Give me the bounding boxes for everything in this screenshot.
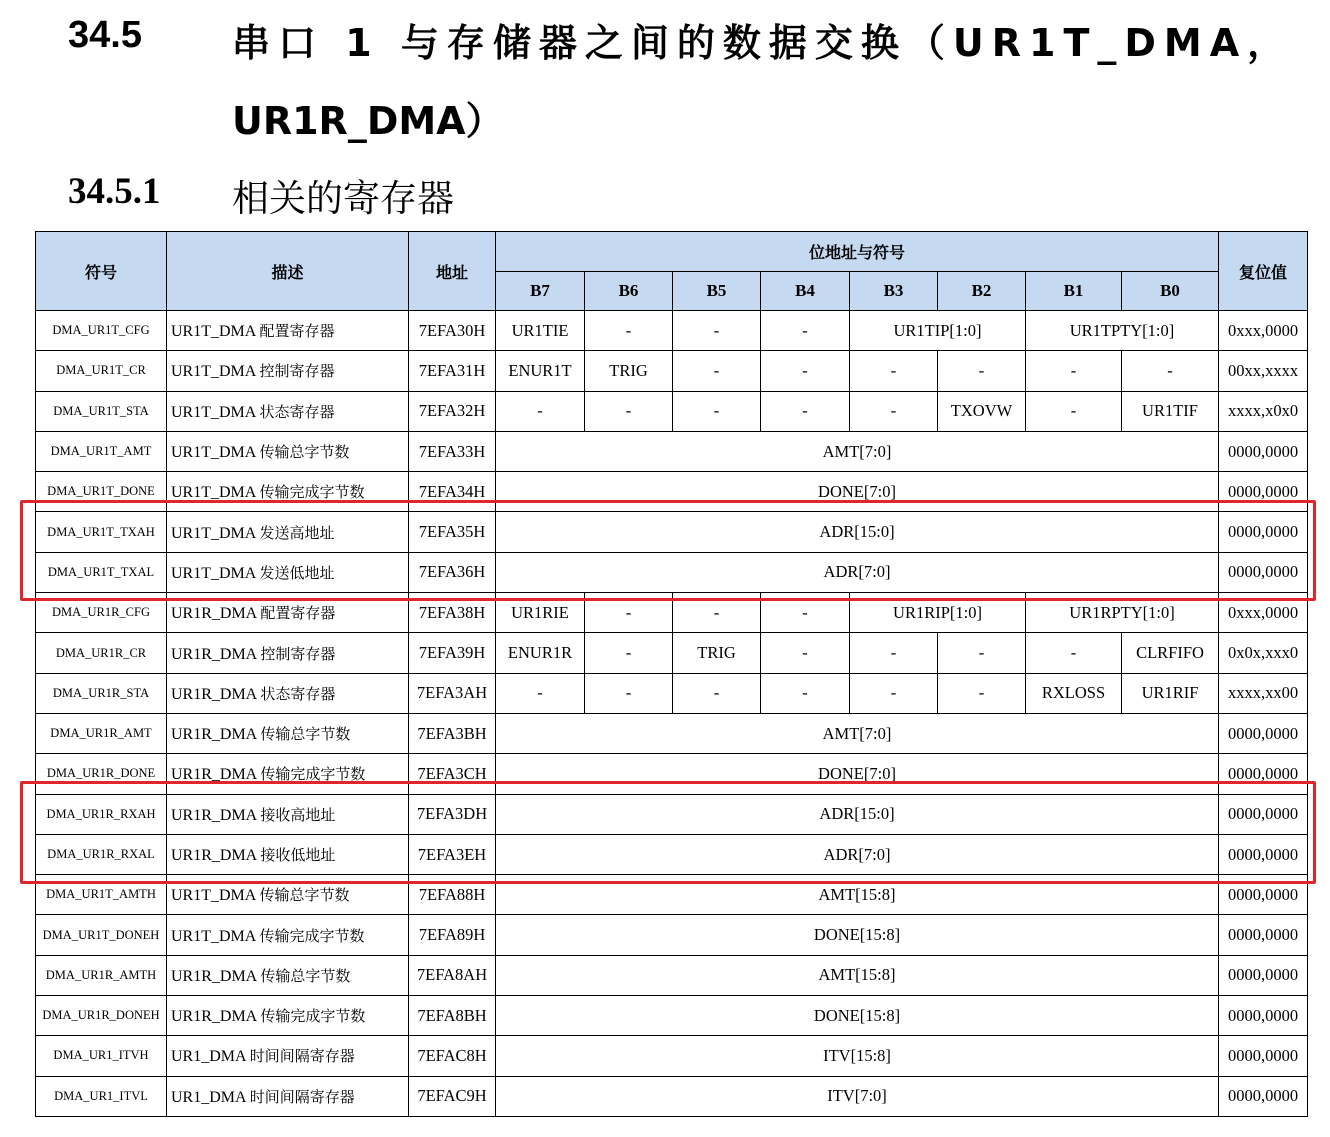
register-module: UR1R_DMA	[171, 967, 257, 985]
bit-b4: -	[761, 673, 850, 713]
register-function: 时间间隔寄存器	[249, 1047, 355, 1066]
register-reset-value: 0000,0000	[1219, 794, 1308, 834]
header-b1: B1	[1026, 272, 1122, 311]
header-b2: B2	[938, 272, 1026, 311]
register-module: UR1T_DMA	[171, 363, 256, 381]
register-function: 发送低地址	[259, 563, 335, 582]
bit-b3: -	[850, 633, 938, 673]
bit-b6: TRIG	[585, 351, 673, 391]
header-reset: 复位值	[1219, 232, 1308, 311]
bit-b2: TXOVW	[938, 391, 1026, 431]
register-address: 7EFAC8H	[409, 1036, 496, 1076]
bit-b4: -	[761, 351, 850, 391]
register-module: UR1T_DMA	[171, 887, 256, 905]
table-row	[36, 996, 1308, 1036]
register-symbol: DMA_UR1R_AMT	[36, 713, 167, 753]
register-module: UR1R_DMA	[171, 766, 257, 784]
register-module: UR1T_DMA	[171, 564, 256, 582]
bit-field: DONE[7:0]	[496, 472, 1219, 512]
bit-b5: -	[673, 593, 761, 633]
register-address: 7EFA32H	[409, 391, 496, 431]
bit-b0: UR1RIF	[1122, 673, 1219, 713]
register-reset-value: 0000,0000	[1219, 915, 1308, 955]
register-function: 时间间隔寄存器	[249, 1087, 355, 1106]
bit-field: AMT[7:0]	[496, 713, 1219, 753]
register-symbol: DMA_UR1T_DONE	[36, 472, 167, 512]
header-symbol: 符号	[36, 232, 167, 311]
register-description	[167, 996, 409, 1036]
bit-field: ADR[7:0]	[496, 834, 1219, 874]
register-function: 传输总字节数	[259, 443, 350, 462]
table-row	[36, 351, 1308, 391]
register-address: 7EFA3DH	[409, 794, 496, 834]
header-b3: B3	[850, 272, 938, 311]
register-address: 7EFAC9H	[409, 1076, 496, 1116]
bit-b5: TRIG	[673, 633, 761, 673]
register-symbol: DMA_UR1R_CFG	[36, 593, 167, 633]
bit-b2: -	[938, 351, 1026, 391]
register-address: 7EFA3AH	[409, 673, 496, 713]
register-address: 7EFA8BH	[409, 996, 496, 1036]
register-address: 7EFA3EH	[409, 834, 496, 874]
header-address: 地址	[409, 232, 496, 311]
register-address: 7EFA36H	[409, 552, 496, 592]
register-description	[167, 673, 409, 713]
section-title-line2: UR1R_DMA）	[232, 99, 504, 143]
register-symbol: DMA_UR1_ITVH	[36, 1036, 167, 1076]
register-module: UR1T_DMA	[171, 927, 256, 945]
header-description: 描述	[167, 232, 409, 311]
register-reset-value: 0000,0000	[1219, 552, 1308, 592]
register-address: 7EFA31H	[409, 351, 496, 391]
register-address: 7EFA3BH	[409, 713, 496, 753]
register-symbol: DMA_UR1T_DONEH	[36, 915, 167, 955]
bit-b5: -	[673, 351, 761, 391]
bit-field-b1-b0: UR1RPTY[1:0]	[1026, 593, 1219, 633]
bit-b1: RXLOSS	[1026, 673, 1122, 713]
register-module: UR1_DMA	[171, 1088, 246, 1106]
bit-b4: -	[761, 593, 850, 633]
bit-b0: -	[1122, 351, 1219, 391]
bit-field: DONE[15:8]	[496, 996, 1219, 1036]
table-row	[36, 915, 1308, 955]
register-function: 接收高地址	[260, 805, 336, 824]
register-symbol: DMA_UR1R_RXAL	[36, 834, 167, 874]
bit-b7: UR1RIE	[496, 593, 585, 633]
register-symbol: DMA_UR1R_STA	[36, 673, 167, 713]
register-reset-value: 0000,0000	[1219, 754, 1308, 794]
register-symbol: DMA_UR1T_STA	[36, 391, 167, 431]
register-description	[167, 1036, 409, 1076]
register-module: UR1R_DMA	[171, 847, 257, 864]
register-module: UR1R_DMA	[171, 685, 257, 703]
register-address: 7EFA33H	[409, 431, 496, 471]
register-symbol: DMA_UR1R_DONEH	[36, 996, 167, 1036]
register-reset-value: 0000,0000	[1219, 512, 1308, 552]
bit-b6: -	[585, 593, 673, 633]
bit-b6: -	[585, 633, 673, 673]
register-function: 传输完成字节数	[259, 483, 365, 502]
bit-field: ADR[7:0]	[496, 552, 1219, 592]
register-symbol: DMA_UR1T_TXAH	[36, 512, 167, 552]
bit-b7: -	[496, 391, 585, 431]
register-reset-value: xxxx,xx00	[1219, 673, 1308, 713]
bit-field: DONE[7:0]	[496, 754, 1219, 794]
register-description	[167, 311, 409, 351]
bit-field-b1-b0: UR1TPTY[1:0]	[1026, 311, 1219, 351]
register-reset-value: 0000,0000	[1219, 1036, 1308, 1076]
header-b0: B0	[1122, 272, 1219, 311]
bit-b7: -	[496, 673, 585, 713]
register-function: 配置寄存器	[259, 322, 335, 341]
register-address: 7EFA38H	[409, 593, 496, 633]
register-address: 7EFA89H	[409, 915, 496, 955]
bit-b2: -	[938, 633, 1026, 673]
register-symbol: DMA_UR1R_CR	[36, 633, 167, 673]
header-b4: B4	[761, 272, 850, 311]
register-description	[167, 391, 409, 431]
section-number: 34.5	[68, 14, 142, 56]
table-row	[36, 713, 1308, 753]
bit-field: ITV[15:8]	[496, 1036, 1219, 1076]
register-module: UR1R_DMA	[171, 806, 257, 824]
register-reset-value: 0x0x,xxx0	[1219, 633, 1308, 673]
section-title: 串口 1 与存储器之间的数据交换（UR1T_DMA，	[232, 21, 1294, 65]
header-b7: B7	[496, 272, 585, 311]
register-description	[167, 955, 409, 995]
table-row	[36, 1076, 1308, 1116]
bit-b1: -	[1026, 633, 1122, 673]
subsection-title: 相关的寄存器	[232, 177, 454, 220]
bit-b3: -	[850, 673, 938, 713]
bit-b3: -	[850, 351, 938, 391]
register-function: 传输完成字节数	[260, 765, 366, 784]
register-module: UR1R_DMA	[171, 1008, 257, 1026]
header-bits-group: 位地址与符号	[496, 232, 1219, 272]
table-row	[36, 311, 1308, 351]
bit-field: AMT[15:8]	[496, 955, 1219, 995]
bit-field-b3-b2: UR1RIP[1:0]	[850, 593, 1026, 633]
register-function: 传输总字节数	[260, 725, 351, 744]
bit-b1: -	[1026, 351, 1122, 391]
bit-field: ADR[15:0]	[496, 512, 1219, 552]
register-function: 控制寄存器	[259, 362, 335, 381]
register-symbol: DMA_UR1T_AMTH	[36, 875, 167, 915]
register-symbol: DMA_UR1T_CFG	[36, 311, 167, 351]
register-reset-value: 0000,0000	[1219, 996, 1308, 1036]
register-function: 控制寄存器	[260, 644, 336, 663]
bit-field: AMT[7:0]	[496, 431, 1219, 471]
register-address: 7EFA35H	[409, 512, 496, 552]
register-symbol: DMA_UR1R_AMTH	[36, 955, 167, 995]
bit-b4: -	[761, 633, 850, 673]
register-symbol: DMA_UR1T_TXAL	[36, 552, 167, 592]
register-reset-value: xxxx,x0x0	[1219, 391, 1308, 431]
register-module: UR1R_DMA	[171, 645, 257, 663]
register-description	[167, 915, 409, 955]
register-symbol: DMA_UR1R_RXAH	[36, 794, 167, 834]
register-address: 7EFA39H	[409, 633, 496, 673]
register-address: 7EFA34H	[409, 472, 496, 512]
register-reset-value: 0000,0000	[1219, 955, 1308, 995]
register-address: 7EFA88H	[409, 875, 496, 915]
highlight-box-tx-address	[20, 500, 1316, 601]
bit-field: ADR[15:0]	[496, 794, 1219, 834]
bit-field-b3-b2: UR1TIP[1:0]	[850, 311, 1026, 351]
bit-field: DONE[15:8]	[496, 915, 1219, 955]
register-reset-value: 0xxx,0000	[1219, 593, 1308, 633]
register-module: UR1T_DMA	[171, 484, 256, 502]
register-description	[167, 351, 409, 391]
register-symbol: DMA_UR1T_CR	[36, 351, 167, 391]
bit-field: ITV[7:0]	[496, 1076, 1219, 1116]
register-address: 7EFA3CH	[409, 754, 496, 794]
register-module: UR1T_DMA	[171, 323, 256, 341]
bit-b7: ENUR1R	[496, 633, 585, 673]
register-function: 状态寄存器	[260, 684, 336, 703]
register-symbol: DMA_UR1R_DONE	[36, 754, 167, 794]
register-module: UR1T_DMA	[171, 444, 256, 462]
table-row	[36, 1036, 1308, 1076]
register-module: UR1T_DMA	[171, 524, 256, 542]
header-b5: B5	[673, 272, 761, 311]
bit-b2: -	[938, 673, 1026, 713]
bit-b4: -	[761, 391, 850, 431]
register-reset-value: 0xxx,0000	[1219, 311, 1308, 351]
register-address: 7EFA8AH	[409, 955, 496, 995]
register-function: 传输完成字节数	[259, 926, 365, 945]
bit-b6: -	[585, 311, 673, 351]
register-reset-value: 0000,0000	[1219, 875, 1308, 915]
bit-field: AMT[15:8]	[496, 875, 1219, 915]
register-description	[167, 1076, 409, 1116]
table-row	[36, 673, 1308, 713]
register-description	[167, 633, 409, 673]
register-reset-value: 0000,0000	[1219, 472, 1308, 512]
bit-b1: -	[1026, 391, 1122, 431]
register-description	[167, 431, 409, 471]
register-module: UR1_DMA	[171, 1048, 246, 1066]
bit-b3: -	[850, 391, 938, 431]
bit-b5: -	[673, 673, 761, 713]
register-symbol: DMA_UR1_ITVL	[36, 1076, 167, 1116]
register-module: UR1R_DMA	[171, 605, 257, 623]
bit-b7: UR1TIE	[496, 311, 585, 351]
table-row	[36, 431, 1308, 471]
bit-b6: -	[585, 391, 673, 431]
register-module: UR1R_DMA	[171, 726, 257, 744]
register-function: 发送高地址	[259, 523, 335, 542]
register-function: 传输总字节数	[260, 966, 351, 985]
subsection-number: 34.5.1	[68, 171, 161, 212]
bit-b7: ENUR1T	[496, 351, 585, 391]
bit-b0: UR1TIF	[1122, 391, 1219, 431]
bit-b0: CLRFIFO	[1122, 633, 1219, 673]
register-reset-value: 00xx,xxxx	[1219, 351, 1308, 391]
register-function: 状态寄存器	[259, 402, 335, 421]
register-function: 传输完成字节数	[260, 1007, 366, 1026]
register-symbol: DMA_UR1T_AMT	[36, 431, 167, 471]
register-function: 传输总字节数	[259, 886, 350, 905]
register-table	[35, 231, 1308, 1117]
bit-b4: -	[761, 311, 850, 351]
register-function: 配置寄存器	[260, 604, 336, 623]
register-function: 接收低地址	[260, 846, 336, 864]
register-reset-value: 0000,0000	[1219, 431, 1308, 471]
register-reset-value: 0000,0000	[1219, 1076, 1308, 1116]
table-row	[36, 391, 1308, 431]
table-row	[36, 633, 1308, 673]
bit-b5: -	[673, 311, 761, 351]
register-reset-value: 0000,0000	[1219, 834, 1308, 874]
register-description	[167, 713, 409, 753]
highlight-box-rx-address	[20, 781, 1316, 884]
bit-b5: -	[673, 391, 761, 431]
register-module: UR1T_DMA	[171, 403, 256, 421]
register-reset-value: 0000,0000	[1219, 713, 1308, 753]
register-address: 7EFA30H	[409, 311, 496, 351]
table-row	[36, 955, 1308, 995]
header-b6: B6	[585, 272, 673, 311]
bit-b6: -	[585, 673, 673, 713]
